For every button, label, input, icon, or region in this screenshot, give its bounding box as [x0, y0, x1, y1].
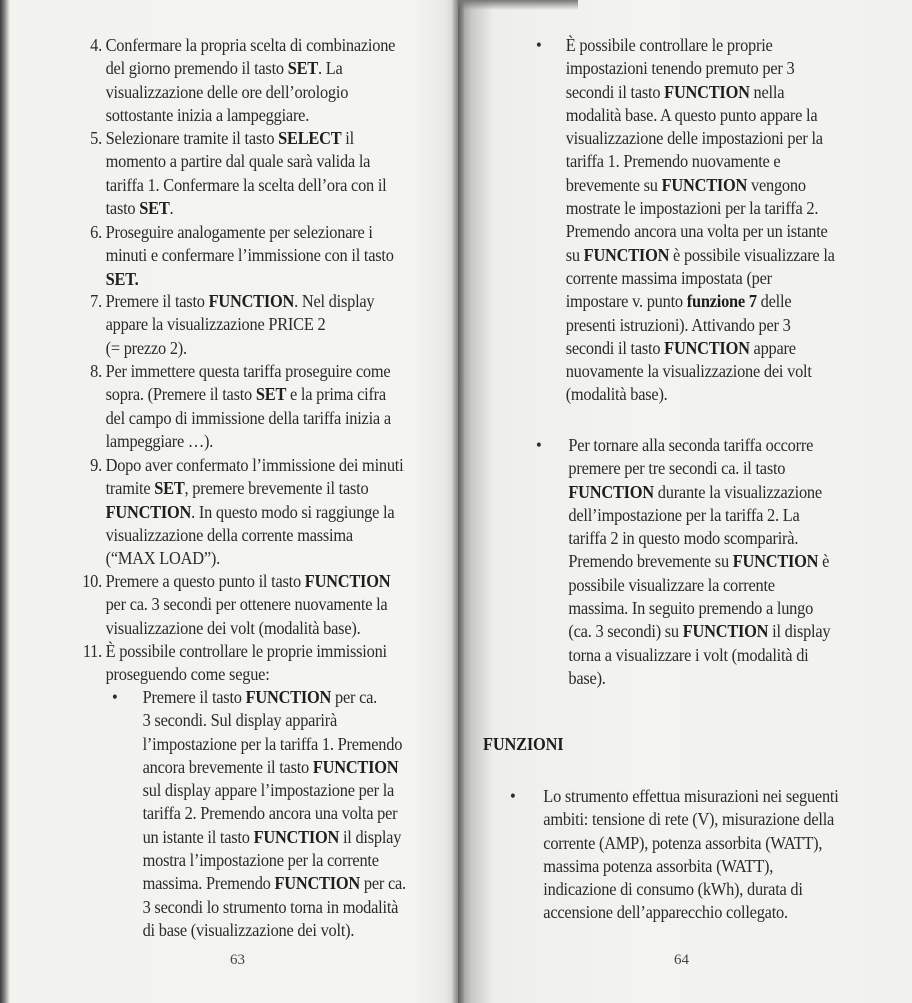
text-run: mostra l’impostazione per la corrente — [142, 850, 379, 871]
text-run: visualizzazione dei volt (modalità base). — [105, 617, 361, 638]
bullet-text — [568, 434, 912, 690]
text-run: corrente massima impostata (per — [565, 267, 772, 288]
text-run: 3 secondi. Sul display apparirà — [142, 710, 338, 731]
text-run: l’impostazione per la tariffa 1. Premendo — [142, 733, 403, 754]
step-text — [106, 34, 484, 127]
text-run: su — [565, 244, 584, 265]
text-run: Premere il tasto — [105, 291, 209, 311]
text-run: tariffa 2 in questo modo scomparirà. — [568, 528, 799, 549]
text-run: Premendo ancora una volta per un istante — [565, 221, 828, 242]
text-run: impostazioni tenendo premuto per 3 — [565, 58, 795, 79]
bullet-text — [543, 785, 912, 925]
text-run: del giorno premendo il tasto — [105, 58, 288, 79]
text-run: , premere brevemente il tasto — [184, 478, 369, 499]
text-run: sottostante inizia a lampeggiare. — [105, 104, 310, 125]
text-run: corrente (AMP), potenza assorbita (WATT), — [543, 832, 823, 853]
step-number: 8. — [90, 361, 102, 381]
text-run: è — [818, 551, 830, 572]
text-run: per ca. — [331, 687, 378, 707]
text-run: tariffa 1. Confermare la scelta dell’ora con il — [105, 174, 387, 195]
text-run: minuti e confermare l’immissione con il tasto — [105, 245, 394, 266]
bold-keyword: FUNCTION — [664, 81, 750, 102]
bold-keyword: FUNCTION — [312, 756, 399, 777]
text-run: per ca. 3 secondi per ottenere nuovamente la — [105, 594, 388, 615]
text-run: Confermare la propria scelta di combinazione — [105, 35, 396, 55]
step-number: 9. — [90, 455, 102, 475]
text-run: 3 secondi lo strumento torna in modalità — [142, 896, 399, 917]
text-run: torna a visualizzare i volt (modalità di — [568, 644, 809, 665]
step-text — [106, 640, 484, 687]
text-run: dell’impostazione per la tariffa 2. La — [568, 504, 800, 525]
text-run: sul display appare l’impostazione per la — [142, 780, 395, 801]
bold-keyword: FUNCTION — [274, 873, 361, 894]
text-run: di base (visualizzazione dei volt). — [142, 919, 355, 940]
text-run: tariffa 1. Premendo nuovamente e — [565, 151, 781, 172]
step-number: 5. — [90, 128, 102, 148]
bold-keyword: FUNCTION — [208, 291, 295, 311]
bold-keyword: SET — [154, 478, 185, 499]
text-run: lampeggiare …). — [105, 430, 214, 451]
step-number: 6. — [90, 222, 102, 242]
text-run: accensione dell’apparecchio collegato. — [543, 902, 788, 923]
text-run: massima potenza assorbita (WATT), — [543, 855, 774, 876]
step-number: 10. — [82, 571, 102, 591]
text-run: tariffa 2. Premendo ancora una volta per — [142, 803, 398, 824]
page-number-right: 64 — [674, 952, 689, 968]
section-heading-funzioni: FUNZIONI — [483, 734, 564, 754]
text-run: Proseguire analogamente per selezionare i — [105, 222, 373, 242]
bullet-glyph: • — [536, 435, 542, 455]
text-run: Dopo aver confermato l’immissione dei minuti — [105, 455, 404, 475]
bold-keyword: FUNCTION — [661, 174, 748, 195]
text-run: momento a partire dal quale sarà valida la — [105, 151, 371, 172]
text-run: massima. In seguito premendo a lungo — [568, 598, 814, 619]
text-run: . — [169, 197, 174, 218]
text-run: il display — [339, 826, 402, 847]
text-run: il display — [768, 621, 831, 642]
text-run: mostrate le impostazioni per la tariffa 2. — [565, 198, 819, 219]
text-run: È possibile controllare le proprie immissioni — [105, 641, 387, 661]
text-run: indicazione di consumo (kWh), durata di — [543, 879, 803, 900]
text-run: modalità base. A questo punto appare la — [565, 104, 818, 125]
bullet-glyph: • — [112, 687, 118, 707]
sub-bullet-text — [143, 686, 485, 942]
text-run: (“MAX LOAD”). — [105, 548, 220, 569]
text-run: il — [341, 128, 354, 148]
step-text — [106, 290, 484, 360]
bold-keyword: FUNCTION — [253, 826, 340, 847]
text-run: (= prezzo 2). — [105, 337, 187, 358]
step-text — [106, 360, 484, 453]
text-run: massima. Premendo — [142, 873, 275, 894]
text-run: vengono — [747, 174, 806, 195]
bold-keyword: FUNCTION — [664, 337, 750, 358]
text-run: Per tornare alla seconda tariffa occorre — [568, 435, 814, 455]
bold-keyword: FUNCTION — [245, 687, 332, 707]
bold-keyword: SET. — [105, 268, 139, 289]
text-run: visualizzazione della corrente massima — [105, 524, 353, 545]
bold-keyword: FUNCTION — [568, 481, 654, 502]
bold-keyword: SET — [139, 197, 170, 218]
text-run: impostare v. punto — [565, 291, 687, 312]
text-run: Lo strumento effettua misurazioni nei seguenti — [543, 786, 839, 806]
bullet-glyph: • — [510, 786, 516, 806]
text-run: premere per tre secondi ca. il tasto — [568, 458, 786, 479]
text-run: e la prima cifra — [286, 384, 386, 405]
text-run: visualizzazione delle impostazioni per la — [565, 128, 823, 149]
step-text — [106, 221, 484, 291]
bold-keyword: FUNCTION — [304, 571, 391, 591]
bold-keyword: funzione 7 — [686, 291, 757, 312]
text-run: visualizzazione delle ore dell’orologio — [105, 81, 349, 102]
text-run: (modalità base). — [565, 384, 668, 405]
step-text — [106, 570, 484, 640]
step-text — [106, 454, 484, 570]
text-run: delle — [756, 291, 792, 312]
text-run: tramite — [105, 478, 155, 499]
bold-keyword: FUNCTION — [583, 244, 670, 265]
text-run: presenti istruzioni). Attivando per 3 — [565, 314, 791, 335]
text-run: del campo di immissione della tariffa inizia a — [105, 407, 391, 428]
page-shadow — [458, 0, 578, 10]
bullet-text — [566, 34, 912, 407]
text-run: possibile visualizzare la corrente — [568, 574, 775, 595]
text-run: (ca. 3 secondi) su — [568, 621, 683, 642]
text-run: Selezionare tramite il tasto — [105, 128, 279, 148]
text-run: sopra. (Premere il tasto — [105, 384, 256, 405]
bold-keyword: SET — [255, 384, 287, 405]
text-run: è possibile visualizzare la — [669, 244, 835, 265]
step-number: 7. — [90, 291, 102, 311]
text-run: . In questo modo si raggiunge la — [191, 501, 395, 522]
bullet-glyph: • — [536, 35, 542, 55]
text-run: Premere a questo punto il tasto — [105, 571, 305, 591]
text-run: appare — [749, 337, 796, 358]
text-run: È possibile controllare le proprie — [565, 35, 773, 55]
text-run: secondi il tasto — [565, 81, 665, 102]
text-run: secondi il tasto — [565, 337, 665, 358]
bold-keyword: FUNCTION — [105, 501, 192, 522]
text-run: Premere il tasto — [142, 687, 246, 707]
text-run: appare la visualizzazione PRICE 2 — [105, 314, 326, 335]
text-run: nella — [749, 81, 785, 102]
text-run: nuovamente la visualizzazione dei volt — [565, 361, 812, 382]
text-run: Per immettere questa tariffa proseguire come — [105, 361, 391, 381]
text-run: ancora brevemente il tasto — [142, 756, 313, 777]
text-run: proseguendo come segue: — [105, 664, 270, 685]
bold-keyword: FUNCTION — [732, 551, 819, 572]
text-run: brevemente su — [565, 174, 662, 195]
bold-keyword: SET — [287, 58, 319, 79]
text-run: base). — [568, 667, 606, 688]
bold-keyword: SELECT — [278, 128, 342, 148]
bold-keyword: FUNCTION — [682, 621, 769, 642]
text-run: Premendo brevemente su — [568, 551, 733, 572]
text-run: tasto — [105, 197, 140, 218]
text-run: . La — [318, 58, 343, 79]
text-run: per ca. — [360, 873, 406, 894]
text-run: durante la visualizzazione — [653, 481, 822, 502]
step-text — [106, 127, 484, 220]
step-number: 11. — [82, 641, 102, 661]
text-run: ambiti: tensione di rete (V), misurazione della — [543, 809, 835, 830]
step-number: 4. — [90, 35, 102, 55]
text-run: un istante il tasto — [142, 826, 254, 847]
page-number-left: 63 — [230, 952, 245, 968]
text-run: . Nel display — [294, 291, 375, 311]
